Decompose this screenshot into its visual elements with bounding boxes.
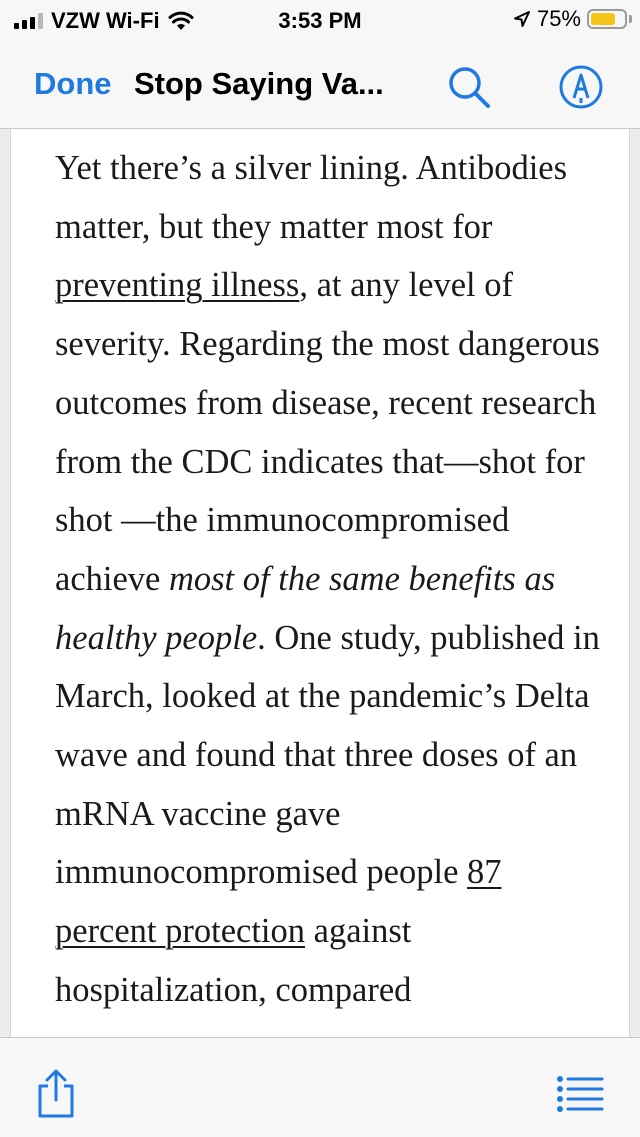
search-icon[interactable]	[444, 62, 494, 112]
article-viewport[interactable]	[11, 129, 629, 1037]
done-button[interactable]: Done	[34, 66, 112, 101]
status-time: 3:53 PM	[278, 8, 362, 33]
status-bar	[0, 0, 640, 40]
article-text: . One study, published in March, looked at the pandemic’s Delta wave and found that three doses of an mRNA vaccine gave immunocompromised people	[55, 618, 600, 892]
carrier-label: VZW Wi-Fi	[51, 8, 160, 33]
link-87-percent-protection[interactable]: 87 percent protection	[55, 853, 502, 951]
link-preventing-illness[interactable]: preventing illness	[55, 266, 300, 305]
article-text: Yet there’s a silver lining. Antibodies matter, but they matter most for	[55, 149, 568, 246]
list-icon[interactable]	[556, 1074, 606, 1114]
nav-bar	[0, 40, 640, 129]
bottom-toolbar	[0, 1037, 640, 1137]
article-text: , at any level of severity. Regarding the most dangerous outcomes from disease, recent research from the CDC indicates that—shot for shot —the immunocompromised achieve	[55, 266, 600, 598]
status-right	[513, 6, 632, 32]
battery-percent: 75%	[536, 6, 581, 31]
page-edge-right	[629, 129, 640, 1037]
battery-icon	[587, 9, 627, 29]
article-paragraph	[11, 129, 603, 1020]
battery-tip	[629, 15, 632, 23]
location-arrow-icon	[513, 10, 531, 28]
battery-level-fill	[591, 13, 615, 25]
article-emphasis: most of the same benefits as healthy people	[55, 559, 556, 657]
article-text: against hospitalization, compared	[55, 912, 412, 1009]
share-icon[interactable]	[34, 1068, 78, 1120]
page-title: Stop Saying Va...	[134, 66, 384, 101]
page-edge-left	[0, 129, 11, 1037]
markup-icon[interactable]	[556, 62, 606, 112]
